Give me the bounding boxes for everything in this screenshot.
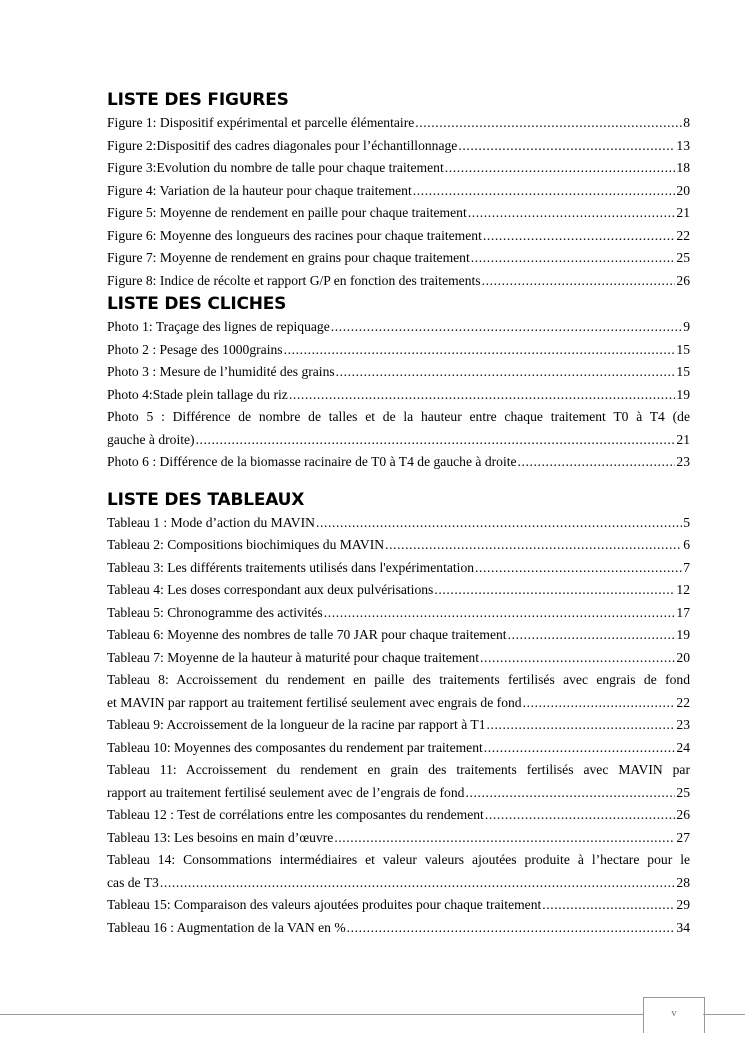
toc-entry [107,602,690,625]
toc-entry [107,316,690,339]
tableaux-section [107,488,690,940]
toc-entry [107,112,690,135]
toc-entry-page: 23 [676,454,690,469]
toc-entry [107,557,690,580]
footer-rule [0,1014,643,1015]
toc-entry-page: 15 [676,341,690,357]
toc-entry-text: Tableau 4: Les doses correspondant aux deux pulvérisations [107,582,434,597]
dot-leader [196,429,676,452]
toc-entry [107,579,690,602]
toc-entry [107,202,690,225]
toc-entry-page: 25 [676,250,690,265]
toc-entry-page: 20 [676,649,690,665]
toc-entry-page: 22 [676,694,690,710]
toc-entry-page: 8 [683,115,690,130]
cliches-list [107,316,690,474]
toc-entry-text: Photo 1: Traçage des lignes de repiquage [107,319,330,334]
toc-entry-page: 5 [683,514,690,530]
dot-leader [475,557,682,580]
toc-entry-text-line1: Tableau 14: Consommations intermédiaires et valeur valeurs ajoutées produite à l’hectare pour le [107,852,690,867]
toc-entry [107,512,690,535]
document-page [107,88,690,939]
toc-entry-page: 24 [676,739,690,755]
figures-section [107,88,690,292]
toc-entry-text: cas de T3 [107,874,159,890]
toc-entry-text: Photo 3 : Mesure de l’humidité des grains [107,364,335,379]
toc-entry-text-line1: Tableau 8: Accroissement du rendement en paille des traitements fertilisés avec engrais de fond [107,672,690,687]
toc-entry-text: Tableau 16 : Augmentation de la VAN en % [107,919,346,935]
toc-entry [107,406,690,451]
toc-entry [107,339,690,362]
toc-entry-text: rapport au traitement fertilisé seulement avec de l’engrais de fond [107,784,465,800]
toc-entry-text: Tableau 12 : Test de corrélations entre les composantes du rendement [107,807,484,822]
toc-entry-page: 18 [676,160,690,175]
dot-leader [484,737,676,760]
toc-entry [107,270,690,293]
toc-entry [107,135,690,158]
dot-leader [415,112,682,135]
toc-entry-page: 25 [676,784,690,800]
dot-leader [289,384,676,407]
toc-entry [107,225,690,248]
toc-entry-page: 13 [676,137,690,153]
toc-entry-text: Tableau 6: Moyenne des nombres de talle 70 JAR pour chaque traitement [107,627,507,642]
dot-leader [347,917,676,940]
dot-leader [445,157,676,180]
toc-entry [107,849,690,894]
tableaux-heading: LISTE DES TABLEAUX [107,489,305,510]
dot-leader [485,804,676,827]
dot-leader [458,135,675,158]
toc-entry-page: 26 [676,807,690,822]
toc-entry [107,624,690,647]
toc-entry-text: gauche à droite) [107,431,195,447]
toc-entry-page: 17 [676,604,690,620]
dot-leader [508,624,676,647]
toc-entry-text: Figure 6: Moyenne des longueurs des racines pour chaque traitement [107,227,482,243]
dot-leader [413,180,676,203]
toc-entry [107,247,690,270]
toc-entry [107,534,690,557]
toc-entry [107,451,690,474]
toc-entry-page: 15 [676,364,690,379]
toc-entry-text-line1: Tableau 11: Accroissement du rendement en grain des traitements fertilisés avec MAVIN par [107,762,690,777]
toc-entry [107,180,690,203]
toc-entry [107,804,690,827]
toc-entry-page: 23 [676,717,690,732]
dot-leader [487,714,676,737]
toc-entry-page: 19 [676,386,690,402]
dot-leader [284,339,676,362]
toc-entry [107,827,690,850]
dot-leader [465,782,675,805]
toc-entry-text: Photo 6 : Différence de la biomasse racinaire de T0 à T4 de gauche à droite [107,454,517,469]
toc-entry [107,759,690,804]
toc-entry-page: 20 [676,182,690,198]
footer-rule-right [703,1014,745,1015]
toc-entry-text: Figure 3:Evolution du nombre de talle pour chaque traitement [107,160,444,175]
toc-entry-page: 9 [683,319,690,334]
dot-leader [542,894,675,917]
toc-entry-text: Tableau 10: Moyennes des composantes du rendement par traitement [107,739,483,755]
dot-leader [160,872,676,895]
toc-entry-text: Photo 2 : Pesage des 1000grains [107,341,283,357]
cliches-section [107,292,690,474]
toc-entry-text: Figure 1: Dispositif expérimental et parcelle élémentaire [107,115,415,130]
page-number: v [671,1007,677,1019]
toc-entry [107,737,690,760]
toc-entry-page: 21 [676,431,690,447]
toc-entry-page: 21 [676,205,690,220]
toc-entry [107,361,690,384]
dot-leader [523,692,676,715]
toc-entry-text: Tableau 1 : Mode d’action du MAVIN [107,514,315,530]
toc-entry [107,384,690,407]
toc-entry-text: Tableau 9: Accroissement de la longueur de la racine par rapport à T1 [107,717,486,732]
toc-entry-text-line1: Photo 5 : Différence de nombre de talles et de la hauteur entre chaque traitement T0 à T4 (de [107,409,690,424]
dot-leader [324,602,676,625]
dot-leader [336,361,676,384]
tableaux-list [107,512,690,940]
toc-entry-text: Figure 4: Variation de la hauteur pour chaque traitement [107,182,412,198]
toc-entry-text: Tableau 7: Moyenne de la hauteur à maturité pour chaque traitement [107,649,479,665]
toc-entry-text: Tableau 3: Les différents traitements utilisés dans l'expérimentation [107,559,475,575]
toc-entry-text: et MAVIN par rapport au traitement fertilisé seulement avec engrais de fond [107,694,522,710]
dot-leader [468,202,676,225]
toc-entry-text: Figure 2:Dispositif des cadres diagonales pour l’échantillonnage [107,137,458,153]
toc-entry [107,647,690,670]
figures-list [107,112,690,292]
dot-leader [480,647,675,670]
toc-entry [107,669,690,714]
toc-entry-page: 26 [676,272,690,288]
dot-leader [483,225,676,248]
toc-entry-text: Tableau 2: Compositions biochimiques du MAVIN [107,537,385,552]
dot-leader [331,316,682,339]
toc-entry-page: 34 [676,919,690,935]
dot-leader [471,247,676,270]
figures-heading: LISTE DES FIGURES [107,90,289,110]
toc-entry-page: 22 [676,227,690,243]
dot-leader [385,534,682,557]
toc-entry [107,157,690,180]
dot-leader [316,512,682,535]
toc-entry-text: Tableau 13: Les besoins en main d’œuvre [107,829,334,845]
toc-entry-page: 28 [676,874,690,890]
toc-entry-text: Photo 4:Stade plein tallage du riz [107,386,288,402]
toc-entry-page: 6 [683,537,690,552]
toc-entry-page: 12 [676,582,690,597]
dot-leader [482,270,676,293]
toc-entry-text: Figure 8: Indice de récolte et rapport G/P en fonction des traitements [107,272,481,288]
toc-entry-text: Tableau 5: Chronogramme des activités [107,604,323,620]
toc-entry [107,917,690,940]
toc-entry-page: 29 [676,897,690,912]
cliches-heading: LISTE DES CLICHES [107,294,287,314]
toc-entry-page: 19 [676,627,690,642]
toc-entry-text: Tableau 15: Comparaison des valeurs ajoutées produites pour chaque traitement [107,897,542,912]
dot-leader [518,451,676,474]
dot-leader [334,827,675,850]
toc-entry-page: 27 [676,829,690,845]
toc-entry-page: 7 [683,559,690,575]
dot-leader [434,579,675,602]
toc-entry [107,894,690,917]
toc-entry-text: Figure 5: Moyenne de rendement en paille pour chaque traitement [107,205,467,220]
toc-entry [107,714,690,737]
toc-entry-text: Figure 7: Moyenne de rendement en grains pour chaque traitement [107,250,470,265]
